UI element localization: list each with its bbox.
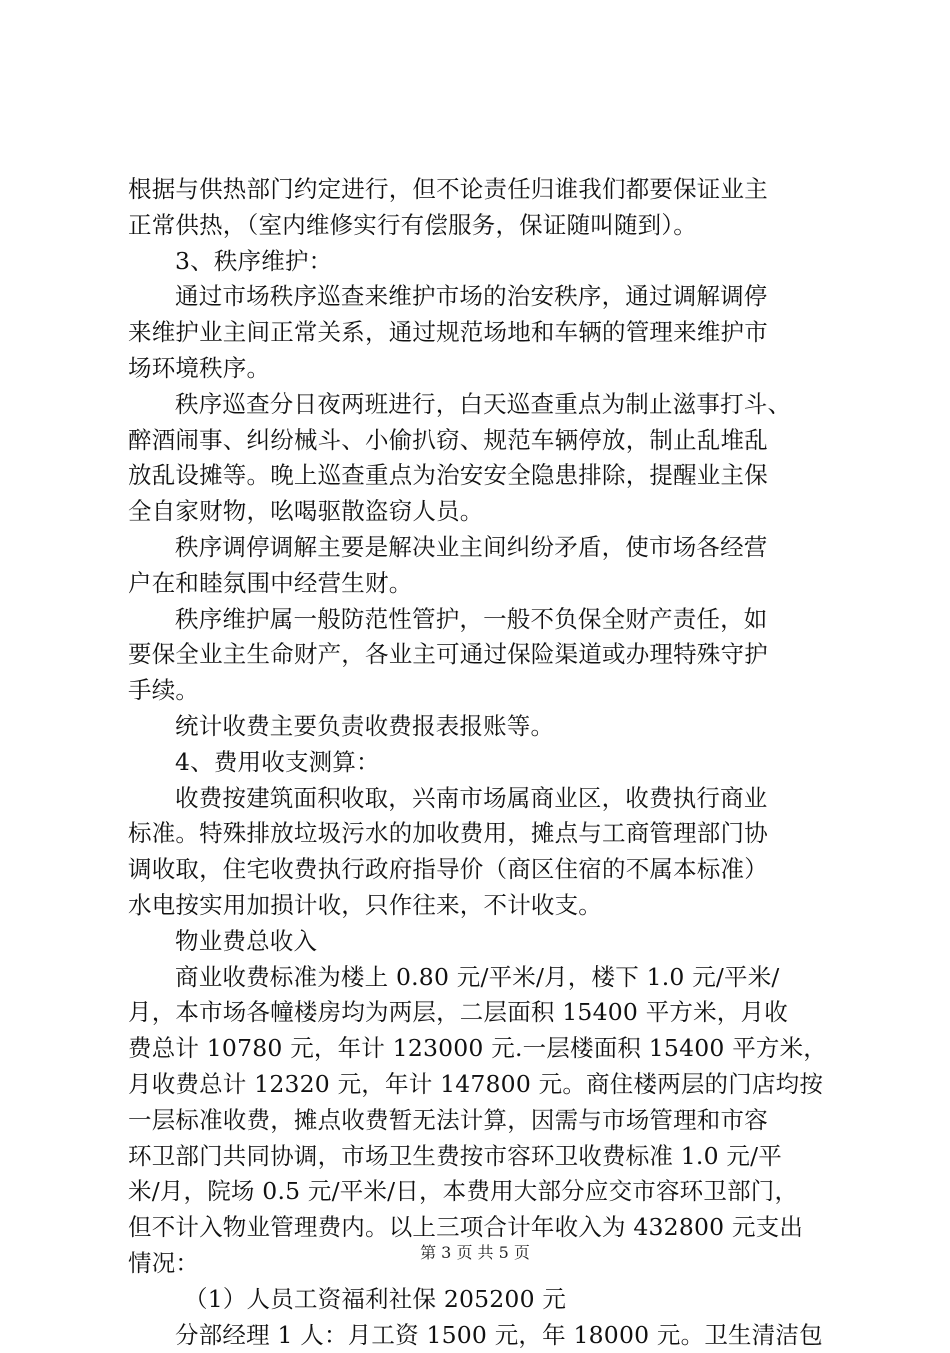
document-body xyxy=(128,172,848,1353)
text-line: 水电按实用加损计收，只作往来，不计收支。 xyxy=(128,888,848,924)
text-line: 米/月，院场 0.5 元/平米/日，本费用大部分应交市容环卫部门， xyxy=(128,1174,848,1210)
text-line: 月收费总计 12320 元，年计 147800 元。商住楼两层的门店均按 xyxy=(128,1067,848,1103)
text-line: 秩序巡查分日夜两班进行，白天巡查重点为制止滋事打斗、 xyxy=(128,387,848,423)
subheading: 物业费总收入 xyxy=(128,924,848,960)
text-line: 来维护业主间正常关系，通过规范场地和车辆的管理来维护市 xyxy=(128,315,848,351)
text-line: 一层标准收费，摊点收费暂无法计算，因需与市场管理和市容 xyxy=(128,1103,848,1139)
text-line: 情况： xyxy=(128,1246,848,1282)
text-line: 要保全业主生命财产，各业主可通过保险渠道或办理特殊守护 xyxy=(128,637,848,673)
text-line: 户在和睦氛围中经营生财。 xyxy=(128,566,848,602)
text-line: 正常供热，（室内维修实行有偿服务，保证随叫随到）。 xyxy=(128,208,848,244)
text-line: 秩序调停调解主要是解决业主间纠纷矛盾，使市场各经营 xyxy=(128,530,848,566)
list-item: （1）人员工资福利社保 205200 元 xyxy=(128,1282,848,1318)
text-line: 手续。 xyxy=(128,673,848,709)
text-line: 环卫部门共同协调，市场卫生费按市容环卫收费标准 1.0 元/平 xyxy=(128,1139,848,1175)
text-line: 分部经理 1 人：月工资 1500 元，年 18000 元。卫生清洁包 xyxy=(128,1318,848,1353)
text-line: 月，本市场各幢楼房均为两层，二层面积 15400 平方米，月收 xyxy=(128,995,848,1031)
text-line: 根据与供热部门约定进行，但不论责任归谁我们都要保证业主 xyxy=(128,172,848,208)
page-footer: 第 3 页 共 5 页 xyxy=(0,1240,950,1263)
text-line: 放乱设摊等。晚上巡查重点为治安安全隐患排除，提醒业主保 xyxy=(128,458,848,494)
text-line: 全自家财物，吆喝驱散盗窃人员。 xyxy=(128,494,848,530)
text-line: 标准。特殊排放垃圾污水的加收费用，摊点与工商管理部门协 xyxy=(128,816,848,852)
text-line: 调收取，住宅收费执行政府指导价（商区住宿的不属本标准） xyxy=(128,852,848,888)
text-line: 收费按建筑面积收取，兴南市场属商业区，收费执行商业 xyxy=(128,781,848,817)
text-line: 场环境秩序。 xyxy=(128,351,848,387)
text-line: 商业收费标准为楼上 0.80 元/平米/月，楼下 1.0 元/平米/ xyxy=(128,960,848,996)
section-heading: 3、秩序维护： xyxy=(128,244,848,280)
section-heading: 4、费用收支测算： xyxy=(128,745,848,781)
text-line: 醉酒闹事、纠纷械斗、小偷扒窃、规范车辆停放，制止乱堆乱 xyxy=(128,423,848,459)
text-line: 通过市场秩序巡查来维护市场的治安秩序，通过调解调停 xyxy=(128,279,848,315)
text-line: 但不计入物业管理费内。以上三项合计年收入为 432800 元支出 xyxy=(128,1210,848,1246)
text-line: 统计收费主要负责收费报表报账等。 xyxy=(128,709,848,745)
text-line: 秩序维护属一般防范性管护，一般不负保全财产责任，如 xyxy=(128,602,848,638)
text-line: 费总计 10780 元，年计 123000 元.一层楼面积 15400 平方米， xyxy=(128,1031,848,1067)
